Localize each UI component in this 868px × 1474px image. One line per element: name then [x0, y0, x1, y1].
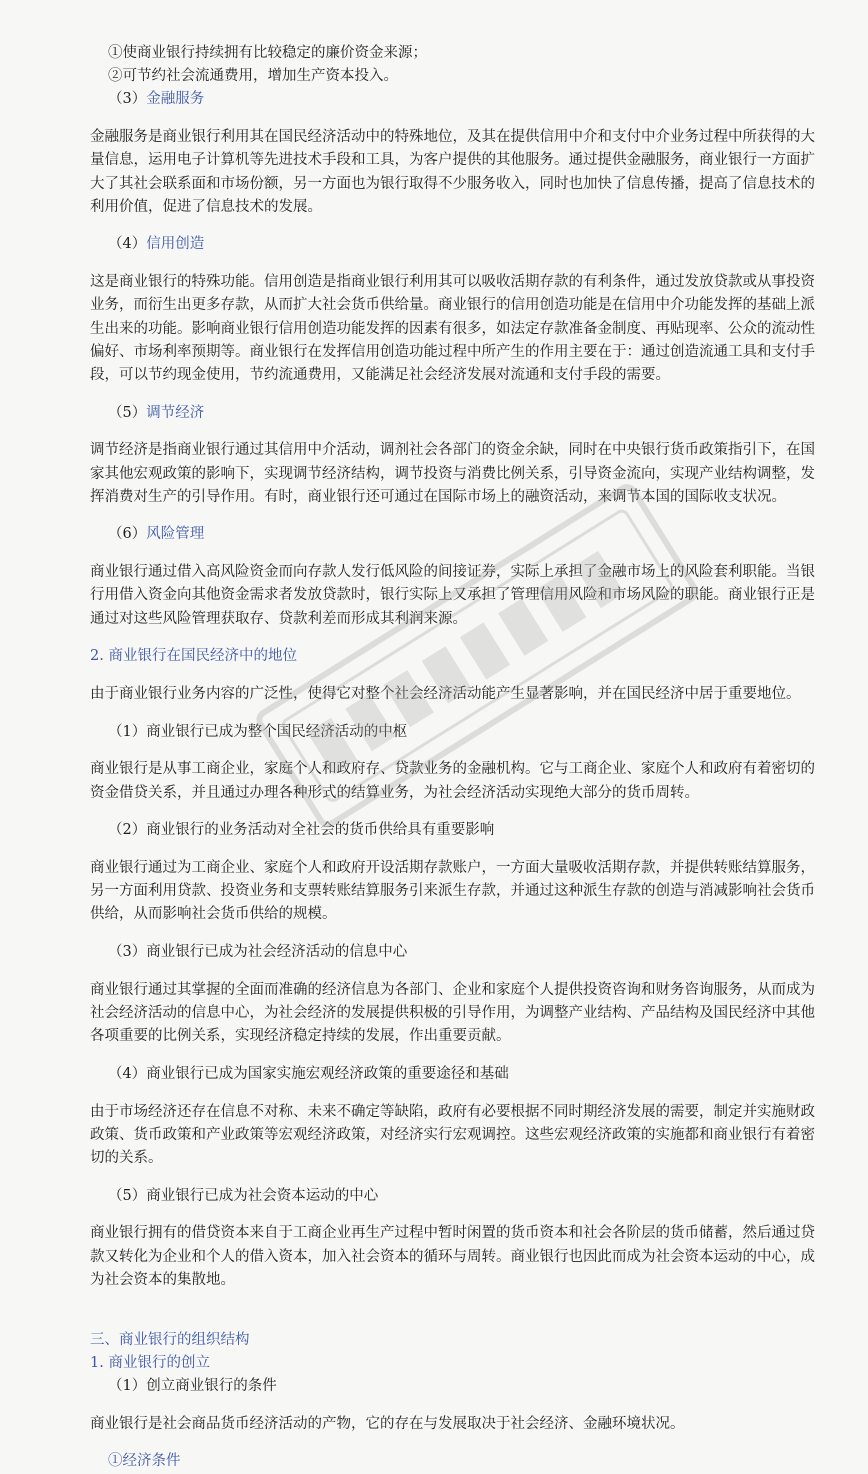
paragraph: 商业银行拥有的借贷资本来自于工商企业再生产过程中暂时闲置的货币资本和社会各阶层的货币储蓄，然后通过贷款又转化为企业和个人的借入资本，加入社会资本的循环与周转。商业银行也因此而成为社会资本运动的中心，成为社会资本的集散地。: [90, 1225, 815, 1288]
section-spacer: [90, 1307, 815, 1329]
list-item: ①使商业银行持续拥有比较稳定的廉价资金来源；: [108, 45, 427, 61]
chapter-heading: 三、商业银行的组织结构: [90, 1331, 250, 1348]
subheading: [90, 523, 815, 546]
paragraph: 商业银行是社会商品货币经济活动的产物，它的存在与发展取决于社会经济、金融环境状况。: [90, 1415, 685, 1432]
paragraph: 商业银行是从事工商企业，家庭个人和政府存、贷款业务的金融机构。它与工商企业、家庭个人和政府有着密切的资金借贷关系，并且通过办理各种形式的结算业务，为社会经济活动实现绝大部分的货币周转。: [90, 761, 815, 801]
paragraph: 金融服务是商业银行利用其在国民经济活动中的特殊地位，及其在提供信用中介和支付中介业务过程中所获得的大量信息，运用电子计算机等先进技术手段和工具，为客户提供的其他服务。通过提供金融服务，商业银行一方面扩大了其社会联系面和市场份额，另一方面也为银行取得不少服务收入，同时也加快了信息传播，提高了信息技术的利用价值，促进了信息技术的发展。: [90, 129, 815, 215]
section-heading: 2. 商业银行在国民经济中的地位: [90, 648, 297, 665]
subheading: （3）商业银行已成为社会经济活动的信息中心: [108, 944, 408, 961]
subheading-number: （4）: [108, 236, 147, 253]
subheading: （2）商业银行的业务活动对全社会的货币供给具有重要影响: [108, 822, 495, 839]
subheading: （1）商业银行已成为整个国民经济活动的中枢: [108, 723, 408, 740]
paragraph: 商业银行通过借入高风险资金而向存款人发行低风险的间接证券，实际上承担了金融市场上的风险套利职能。当银行用借入资金向其他资金需求者发放贷款时，银行实际上又承担了管理信用风险和市场风险的职能。商业银行正是通过对这些风险管理获取存、贷款利差而形成其利润来源。: [90, 564, 815, 627]
subheading: [90, 233, 815, 256]
list-item: ②可节约社会流通费用，增加生产资本投入。: [108, 68, 398, 85]
section-heading: 1. 商业银行的创立: [90, 1354, 210, 1371]
paragraph: 商业银行通过其掌握的全面而准确的经济信息为各部门、企业和家庭个人提供投资咨询和财务咨询服务，从而成为社会经济活动的信息中心，为社会经济的发展提供积极的引导作用，为调整产业结构、产品结构及国民经济中其他各项重要的比例关系，实现经济稳定持续的发展，作出重要贡献。: [90, 981, 815, 1045]
subheading-title: 信用创造: [146, 236, 205, 253]
subheading-title: 调节经济: [146, 404, 205, 421]
paragraph: 商业银行通过为工商企业、家庭个人和政府开设活期存款账户，一方面大量吸收活期存款，并提供转账结算服务，另一方面利用贷款、投资业务和支票转账结算服务引来派生存款，并通过这种派生存款的创造与消减影响社会货币供给，从而影响社会货币供给的规模。: [90, 859, 815, 923]
subheading-title: 金融服务: [146, 91, 205, 108]
paragraph: 由于商业银行业务内容的广泛性，使得它对整个社会经济活动能产生显著影响，并在国民经济中居于重要地位。: [90, 685, 801, 702]
document-page: [90, 42, 815, 1474]
subheading-number: （5）: [108, 404, 147, 421]
subheading: [90, 88, 815, 111]
subheading-number: （3）: [108, 91, 147, 108]
subheading-number: （6）: [108, 526, 147, 543]
subheading: （4）商业银行已成为国家实施宏观经济政策的重要途径和基础: [108, 1065, 509, 1082]
subheading: （1）创立商业银行的条件: [108, 1377, 277, 1394]
paragraph: 调节经济是指商业银行通过其信用中介活动，调剂社会各部门的资金余缺，同时在中央银行货币政策指引下，在国家其他宏观政策的影响下，实现调节经济结构，调节投资与消费比例关系，引导资金流向，实现产业结构调整，发挥消费对生产的引导作用。有时，商业银行还可通过在国际市场上的融资活动，来调节本国的国际收支状况。: [90, 442, 815, 505]
paragraph: 这是商业银行的特殊功能。信用创造是指商业银行利用其可以吸收活期存款的有利条件，通过发放贷款或从事投资业务，而衍生出更多存款，从而扩大社会货币供给量。商业银行的信用创造功能是在信用中介功能发挥的基础上派生出来的功能。影响商业银行信用创造功能发挥的因素有很多，如法定存款准备金制度、再贴现率、公众的流动性偏好、市场利率预期等。商业银行在发挥信用创造功能过程中所产生的作用主要在于：通过创造流通工具和支付手段，可以节约现金使用，节约流通费用，又能满足社会经济发展对流通和支付手段的需要。: [90, 274, 815, 383]
paragraph: 由于市场经济还存在信息不对称、未来不确定等缺陷，政府有必要根据不同时期经济发展的需要，制定并实施财政政策、货币政策和产业政策等宏观经济政策，对经济实行宏观调控。这些宏观经济政策的实施都和商业银行有着密切的关系。: [90, 1103, 815, 1167]
subheading: [90, 402, 815, 425]
subheading: （5）商业银行已成为社会资本运动的中心: [108, 1187, 379, 1204]
subheading-title: 风险管理: [146, 526, 205, 543]
list-item: ①经济条件: [108, 1453, 181, 1470]
